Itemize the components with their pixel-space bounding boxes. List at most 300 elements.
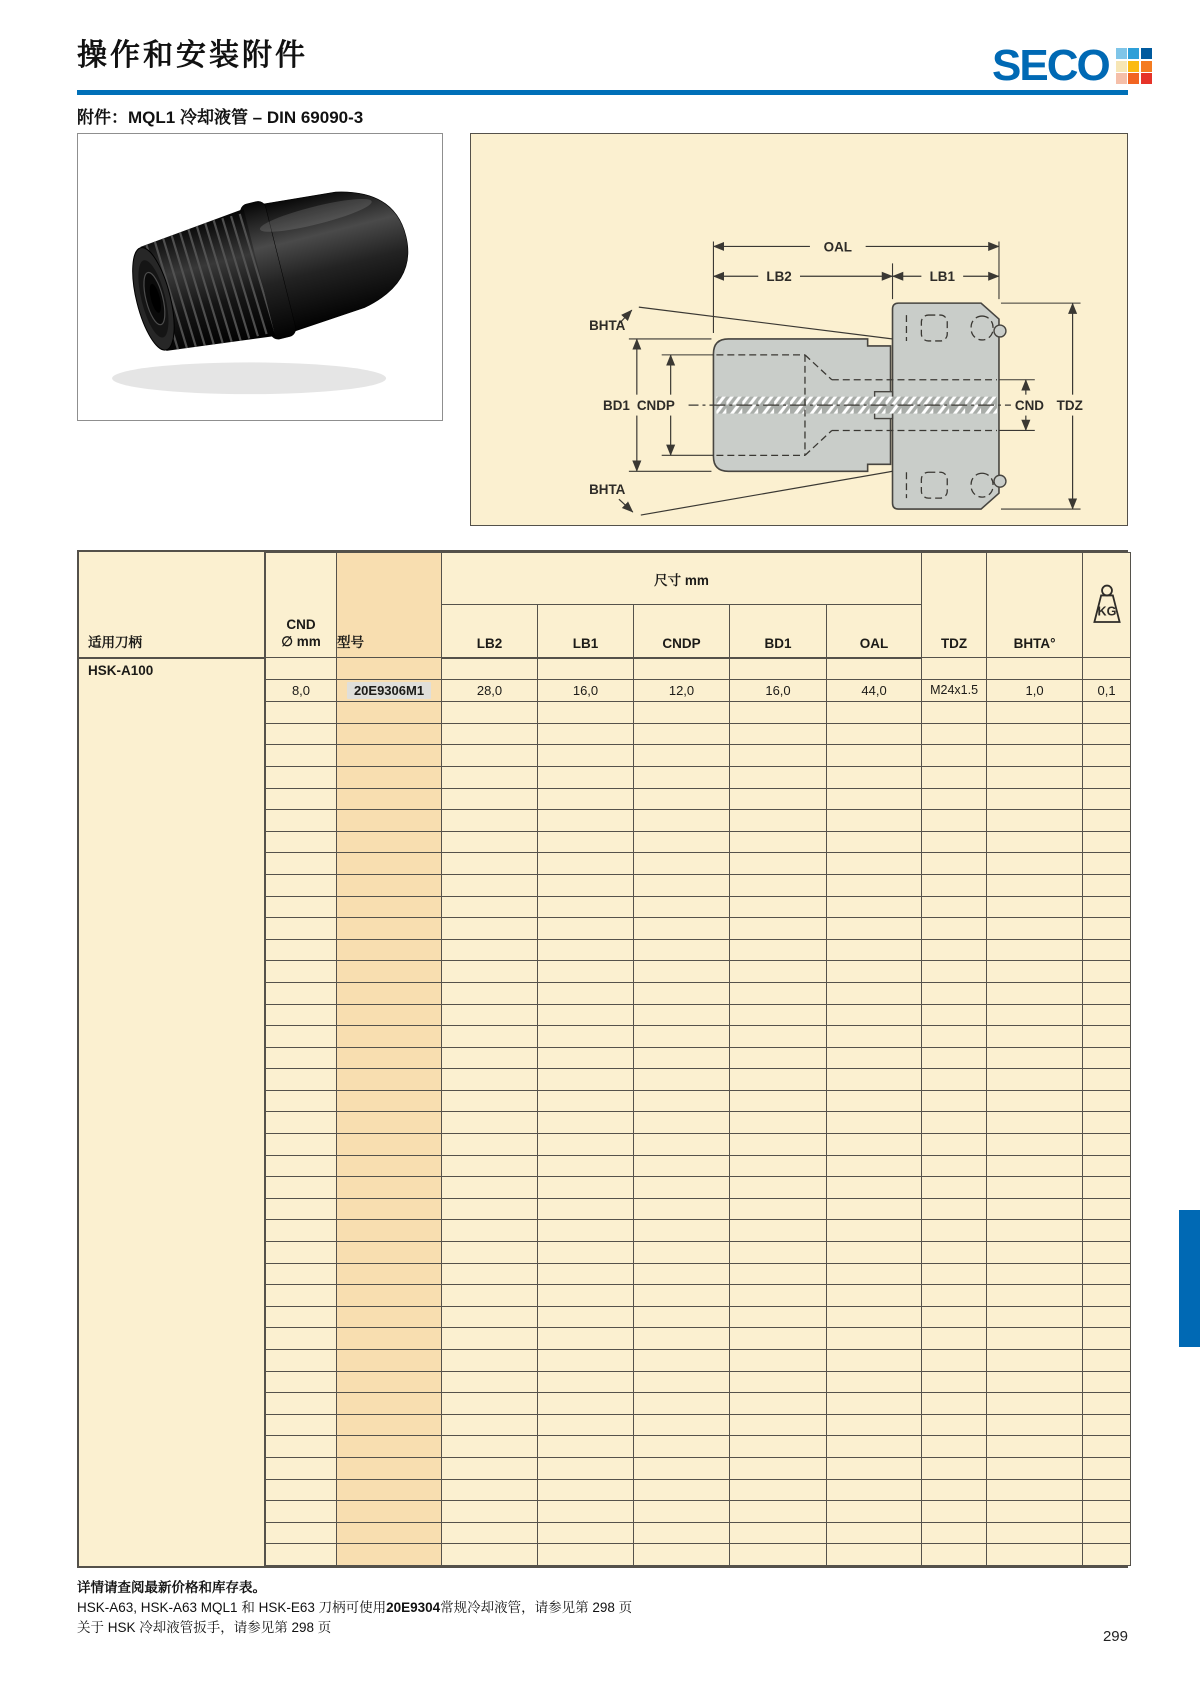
cell-lb2	[442, 1414, 538, 1436]
cell-lb1	[538, 1112, 634, 1134]
cell-lb1	[538, 1522, 634, 1544]
cell-kg	[1083, 1501, 1131, 1523]
cell-cndp	[634, 1134, 730, 1156]
table-row	[266, 1198, 1131, 1220]
cell-bd1	[730, 961, 827, 983]
cell-oal	[827, 982, 922, 1004]
cell-bhta	[987, 1112, 1083, 1134]
cell-bhta	[987, 1522, 1083, 1544]
cell-bhta	[987, 1285, 1083, 1307]
model-number: 20E9306M1	[347, 682, 431, 699]
cell-lb2	[442, 788, 538, 810]
cell-bhta	[987, 1328, 1083, 1350]
table-row	[266, 831, 1131, 853]
cell-lb2	[442, 1436, 538, 1458]
cell-model	[337, 1220, 442, 1242]
cell-kg	[1083, 853, 1131, 875]
cell-bd1	[730, 1479, 827, 1501]
cell-tdz	[922, 766, 987, 788]
cell-bhta	[987, 1026, 1083, 1048]
cell-kg	[1083, 1457, 1131, 1479]
cell-tdz	[922, 1328, 987, 1350]
table-row	[266, 1090, 1131, 1112]
cell-tdz	[922, 745, 987, 767]
cell-kg	[1083, 939, 1131, 961]
cell-model	[337, 1242, 442, 1264]
cell-model	[337, 1479, 442, 1501]
table-row	[266, 658, 1131, 680]
cell-cnd	[266, 1414, 337, 1436]
cell-oal	[827, 939, 922, 961]
cell-model	[337, 1544, 442, 1566]
cell-lb1	[538, 1177, 634, 1199]
column-header-tool-holder: 适用刀柄	[79, 552, 264, 659]
cell-oal	[827, 1522, 922, 1544]
cell-oal	[827, 1242, 922, 1264]
table-row	[266, 896, 1131, 918]
cell-kg	[1083, 1155, 1131, 1177]
cell-bd1	[730, 831, 827, 853]
cell-bhta	[987, 1177, 1083, 1199]
cell-oal	[827, 1198, 922, 1220]
cell-tdz	[922, 1026, 987, 1048]
cell-lb1	[538, 1285, 634, 1307]
cell-cnd	[266, 1522, 337, 1544]
cell-kg	[1083, 1220, 1131, 1242]
cell-model	[337, 1371, 442, 1393]
cell-lb1: 16,0	[538, 679, 634, 702]
cell-model	[337, 918, 442, 940]
cell-kg	[1083, 810, 1131, 832]
cell-kg	[1083, 1134, 1131, 1156]
cell-model	[337, 1155, 442, 1177]
cell-oal: 44,0	[827, 679, 922, 702]
cell-oal	[827, 1155, 922, 1177]
cell-cnd	[266, 1220, 337, 1242]
dim-label-lb2: LB2	[766, 269, 792, 285]
cell-cnd	[266, 961, 337, 983]
column-header-cnd: CND ∅ mm	[266, 553, 337, 658]
cell-oal	[827, 788, 922, 810]
cell-lb2	[442, 918, 538, 940]
cell-cnd	[266, 810, 337, 832]
cell-kg	[1083, 723, 1131, 745]
cell-tdz	[922, 1371, 987, 1393]
cell-lb2	[442, 1371, 538, 1393]
column-header-bd1: BD1	[730, 605, 827, 658]
cell-kg	[1083, 1285, 1131, 1307]
cell-cnd	[266, 1263, 337, 1285]
cell-kg	[1083, 1242, 1131, 1264]
cell-cnd	[266, 1047, 337, 1069]
cell-cnd	[266, 1177, 337, 1199]
cell-tdz	[922, 1177, 987, 1199]
cell-tdz	[922, 1285, 987, 1307]
cell-bd1	[730, 1090, 827, 1112]
cell-kg	[1083, 1414, 1131, 1436]
cell-tdz	[922, 853, 987, 875]
cell-lb1	[538, 939, 634, 961]
cell-cndp	[634, 1220, 730, 1242]
cell-cndp	[634, 1306, 730, 1328]
cell-oal	[827, 1026, 922, 1048]
cell-model	[337, 1177, 442, 1199]
logo-square	[1128, 48, 1139, 59]
cell-lb1	[538, 1047, 634, 1069]
cell-oal	[827, 874, 922, 896]
column-header-weight	[1083, 553, 1131, 658]
cell-lb1	[538, 1069, 634, 1091]
table-row	[266, 788, 1131, 810]
cell-oal	[827, 1393, 922, 1415]
cell-model	[337, 679, 442, 702]
cell-bhta	[987, 1155, 1083, 1177]
cell-model	[337, 1457, 442, 1479]
cell-lb2	[442, 810, 538, 832]
logo-square	[1128, 73, 1139, 84]
cell-kg: 0,1	[1083, 679, 1131, 702]
cell-bhta	[987, 1479, 1083, 1501]
cell-cndp	[634, 658, 730, 680]
cell-lb2	[442, 658, 538, 680]
cell-bd1	[730, 1134, 827, 1156]
cell-bd1	[730, 1263, 827, 1285]
cell-lb1	[538, 1155, 634, 1177]
cell-oal	[827, 1177, 922, 1199]
cell-oal	[827, 961, 922, 983]
logo-square	[1116, 73, 1127, 84]
page-subtitle: 附件：MQL1 冷却液管 – DIN 69090-3	[77, 108, 364, 127]
seco-wordmark: SECO	[992, 41, 1109, 90]
cell-cndp	[634, 918, 730, 940]
page-number: 299	[1102, 1628, 1128, 1645]
cell-cndp	[634, 874, 730, 896]
seco-logo-grid-icon	[1116, 48, 1152, 84]
cell-cndp	[634, 982, 730, 1004]
cell-lb1	[538, 1134, 634, 1156]
table-row	[266, 1522, 1131, 1544]
dim-label-cnd: CND	[1014, 398, 1044, 414]
cell-model	[337, 1328, 442, 1350]
cell-bhta	[987, 1134, 1083, 1156]
cell-kg	[1083, 961, 1131, 983]
cell-cndp	[634, 702, 730, 724]
cell-cndp	[634, 1004, 730, 1026]
technical-drawing	[471, 134, 1127, 525]
header-divider	[77, 90, 1128, 95]
cell-model	[337, 723, 442, 745]
table-row	[266, 961, 1131, 983]
cell-model	[337, 874, 442, 896]
cell-bd1	[730, 788, 827, 810]
cell-bhta	[987, 1544, 1083, 1566]
cell-kg	[1083, 1350, 1131, 1372]
cell-lb2	[442, 1220, 538, 1242]
cell-lb1	[538, 1090, 634, 1112]
cell-lb1	[538, 961, 634, 983]
cell-cndp: 12,0	[634, 679, 730, 702]
cell-cnd	[266, 1004, 337, 1026]
cell-oal	[827, 1371, 922, 1393]
cell-bhta	[987, 810, 1083, 832]
cell-bd1	[730, 1198, 827, 1220]
section-tab	[1179, 1210, 1200, 1347]
table-row	[266, 745, 1131, 767]
cell-bd1	[730, 1112, 827, 1134]
cell-tdz	[922, 1436, 987, 1458]
cell-model	[337, 745, 442, 767]
cell-cndp	[634, 1371, 730, 1393]
cell-cndp	[634, 1090, 730, 1112]
cell-tdz	[922, 1501, 987, 1523]
cell-tdz	[922, 1457, 987, 1479]
weight-kg-icon	[1089, 583, 1125, 625]
cell-tdz	[922, 918, 987, 940]
cell-lb2	[442, 1134, 538, 1156]
cell-model	[337, 1285, 442, 1307]
cell-bd1	[730, 1220, 827, 1242]
cell-cndp	[634, 810, 730, 832]
table-row	[266, 1306, 1131, 1328]
cell-cnd	[266, 982, 337, 1004]
cell-bhta	[987, 1350, 1083, 1372]
cell-kg	[1083, 982, 1131, 1004]
cell-cnd	[266, 874, 337, 896]
cell-bd1	[730, 918, 827, 940]
table-row	[266, 1112, 1131, 1134]
cell-bhta	[987, 1004, 1083, 1026]
cell-tdz	[922, 939, 987, 961]
cell-bhta	[987, 918, 1083, 940]
column-header-lb2: LB2	[442, 605, 538, 658]
cell-oal	[827, 896, 922, 918]
cell-cnd	[266, 1350, 337, 1372]
cell-cnd	[266, 1026, 337, 1048]
cell-tdz	[922, 961, 987, 983]
cell-oal	[827, 918, 922, 940]
table-row	[266, 939, 1131, 961]
cell-model	[337, 1263, 442, 1285]
cell-bd1	[730, 810, 827, 832]
cell-kg	[1083, 702, 1131, 724]
cell-model	[337, 961, 442, 983]
cell-bhta	[987, 1047, 1083, 1069]
cell-oal	[827, 1328, 922, 1350]
cell-oal	[827, 1479, 922, 1501]
cell-bd1	[730, 1069, 827, 1091]
dim-label-bhta-top: BHTA	[589, 317, 626, 333]
cell-bhta	[987, 874, 1083, 896]
cell-kg	[1083, 1393, 1131, 1415]
cell-tdz	[922, 723, 987, 745]
cell-lb2	[442, 702, 538, 724]
cell-lb1	[538, 1436, 634, 1458]
cell-model	[337, 1134, 442, 1156]
cell-model	[337, 1350, 442, 1372]
cell-bhta	[987, 982, 1083, 1004]
cell-model	[337, 1522, 442, 1544]
table-row	[266, 1328, 1131, 1350]
cell-tdz	[922, 1004, 987, 1026]
cell-tdz	[922, 1544, 987, 1566]
table-row	[266, 982, 1131, 1004]
cell-kg	[1083, 788, 1131, 810]
cell-lb2	[442, 1457, 538, 1479]
cell-lb2: 28,0	[442, 679, 538, 702]
cell-oal	[827, 1220, 922, 1242]
cell-oal	[827, 1436, 922, 1458]
seco-logo	[992, 41, 1152, 90]
table-row	[266, 918, 1131, 940]
table-row	[266, 679, 1131, 702]
cell-bhta	[987, 831, 1083, 853]
cell-cndp	[634, 1457, 730, 1479]
cell-lb1	[538, 1198, 634, 1220]
cell-oal	[827, 1090, 922, 1112]
cell-model	[337, 853, 442, 875]
table-row	[266, 1026, 1131, 1048]
cell-tdz	[922, 1479, 987, 1501]
cell-tdz	[922, 896, 987, 918]
cell-kg	[1083, 1371, 1131, 1393]
cell-model	[337, 1393, 442, 1415]
cell-lb2	[442, 1155, 538, 1177]
cell-lb2	[442, 1090, 538, 1112]
table-row	[266, 1479, 1131, 1501]
cell-cnd	[266, 1328, 337, 1350]
cell-lb2	[442, 1069, 538, 1091]
cell-oal	[827, 766, 922, 788]
cell-lb2	[442, 1263, 538, 1285]
cell-lb2	[442, 1004, 538, 1026]
cell-lb2	[442, 1285, 538, 1307]
cell-oal	[827, 745, 922, 767]
cell-lb2	[442, 874, 538, 896]
cell-kg	[1083, 658, 1131, 680]
table-body	[266, 658, 1131, 1566]
cell-bhta	[987, 1414, 1083, 1436]
cell-tdz	[922, 1069, 987, 1091]
cell-model	[337, 896, 442, 918]
cell-bhta	[987, 1090, 1083, 1112]
cell-cnd	[266, 745, 337, 767]
cell-bhta	[987, 723, 1083, 745]
logo-square	[1141, 48, 1152, 59]
cell-model	[337, 939, 442, 961]
cell-tdz	[922, 1306, 987, 1328]
cell-bhta	[987, 1436, 1083, 1458]
table-row	[266, 1436, 1131, 1458]
cell-lb1	[538, 1479, 634, 1501]
cell-cnd	[266, 1393, 337, 1415]
cell-lb1	[538, 723, 634, 745]
logo-square	[1116, 48, 1127, 59]
cell-cnd	[266, 1069, 337, 1091]
cell-lb1	[538, 831, 634, 853]
cell-kg	[1083, 1544, 1131, 1566]
tool-holder-column	[79, 552, 265, 1566]
tool-holder-value: HSK-A100	[88, 663, 154, 678]
cell-kg	[1083, 1306, 1131, 1328]
page-title: 操作和安装附件	[77, 39, 308, 72]
cell-tdz	[922, 982, 987, 1004]
footer-note-1: 详情请查阅最新价格和库存表。	[77, 1580, 266, 1595]
table-row	[266, 1004, 1131, 1026]
table-row	[266, 1134, 1131, 1156]
cell-kg	[1083, 831, 1131, 853]
cell-kg	[1083, 1069, 1131, 1091]
logo-square	[1141, 61, 1152, 72]
cell-kg	[1083, 766, 1131, 788]
logo-square	[1141, 73, 1152, 84]
table-row	[266, 1263, 1131, 1285]
cell-model	[337, 766, 442, 788]
table-row	[266, 1285, 1131, 1307]
cell-bd1	[730, 896, 827, 918]
cell-bd1	[730, 1522, 827, 1544]
cell-bd1: 16,0	[730, 679, 827, 702]
cell-kg	[1083, 1198, 1131, 1220]
table-row	[266, 1393, 1131, 1415]
table-row	[266, 1047, 1131, 1069]
cell-lb2	[442, 896, 538, 918]
dim-label-bhta-bottom: BHTA	[589, 482, 626, 498]
cell-cnd	[266, 1544, 337, 1566]
cell-bhta	[987, 1263, 1083, 1285]
cell-cnd	[266, 788, 337, 810]
cell-kg	[1083, 1263, 1131, 1285]
cell-cnd	[266, 1090, 337, 1112]
cell-lb2	[442, 1328, 538, 1350]
cell-lb1	[538, 658, 634, 680]
cell-tdz	[922, 1047, 987, 1069]
cell-oal	[827, 1112, 922, 1134]
cell-cnd	[266, 831, 337, 853]
cell-lb1	[538, 1004, 634, 1026]
cell-tdz	[922, 1112, 987, 1134]
cell-bd1	[730, 723, 827, 745]
cell-bhta	[987, 1501, 1083, 1523]
cell-kg	[1083, 1004, 1131, 1026]
cell-lb2	[442, 853, 538, 875]
cell-model	[337, 1047, 442, 1069]
cell-oal	[827, 1350, 922, 1372]
cell-cnd	[266, 853, 337, 875]
cell-bd1	[730, 766, 827, 788]
cell-lb2	[442, 723, 538, 745]
cell-cndp	[634, 1242, 730, 1264]
cell-bhta	[987, 1371, 1083, 1393]
cell-lb1	[538, 918, 634, 940]
cell-bhta	[987, 788, 1083, 810]
cell-lb1	[538, 982, 634, 1004]
cell-bhta	[987, 961, 1083, 983]
cell-cndp	[634, 1177, 730, 1199]
cell-lb1	[538, 1393, 634, 1415]
cell-lb2	[442, 1350, 538, 1372]
cell-cnd	[266, 918, 337, 940]
table-row	[266, 1350, 1131, 1372]
cell-cndp	[634, 1112, 730, 1134]
cell-cndp	[634, 1479, 730, 1501]
cell-lb1	[538, 745, 634, 767]
cell-cndp	[634, 1393, 730, 1415]
cell-cndp	[634, 1328, 730, 1350]
cell-model	[337, 1501, 442, 1523]
footer-note-2: HSK-A63, HSK-A63 MQL1 和 HSK-E63 刀柄可使用20E9304常规冷却液管，请参见第 298 页	[77, 1600, 633, 1615]
column-group-dimensions: 尺寸 mm	[442, 553, 922, 605]
column-header-oal: OAL	[827, 605, 922, 658]
